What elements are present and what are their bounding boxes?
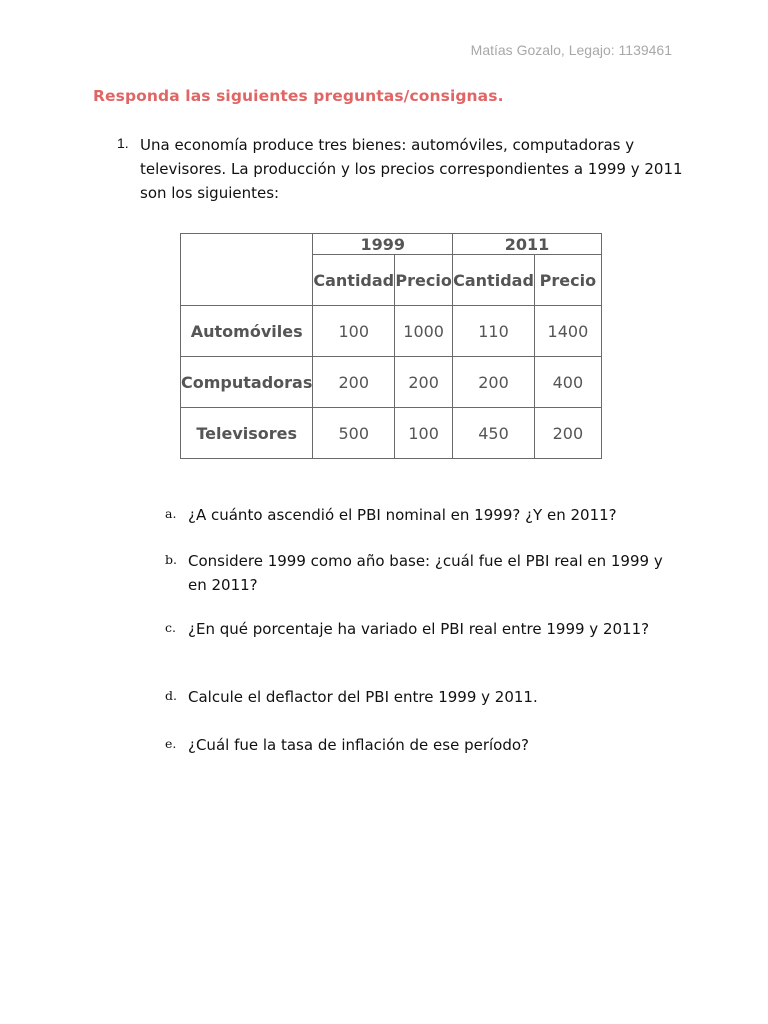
production-price-table	[180, 233, 602, 459]
subquestion-letter: a.	[165, 506, 177, 521]
row-label-computadoras: Computadoras	[181, 357, 313, 408]
subquestion-e	[165, 733, 665, 757]
row-label-televisores: Televisores	[181, 408, 313, 459]
table-row	[181, 306, 602, 357]
question-text: Una economía produce tres bienes: automóviles, computadoras y televisores. La producción y los precios correspondientes a 1999 y 2011 son los siguientes:	[140, 136, 683, 202]
subquestion-text: ¿Cuál fue la tasa de inflación de ese período?	[188, 736, 530, 754]
subquestion-c	[165, 617, 665, 641]
subquestion-a	[165, 503, 665, 527]
table-cell: 200	[453, 357, 535, 408]
column-header-cantidad-1999: Cantidad	[313, 255, 395, 306]
year-header-2011: 2011	[453, 234, 602, 255]
column-header-cantidad-2011: Cantidad	[453, 255, 535, 306]
table-corner-cell	[181, 234, 313, 255]
table-cell: 1000	[395, 306, 453, 357]
table-cell: 400	[534, 357, 601, 408]
table-row	[181, 357, 602, 408]
year-header-row	[181, 234, 602, 255]
table-corner-cell	[181, 255, 313, 306]
year-header-1999: 1999	[313, 234, 453, 255]
table-cell: 100	[313, 306, 395, 357]
table-cell: 1400	[534, 306, 601, 357]
column-header-precio-2011: Precio	[534, 255, 601, 306]
subquestion-text: ¿En qué porcentaje ha variado el PBI real entre 1999 y 2011?	[188, 620, 650, 638]
author-header: Matías Gozalo, Legajo: 1139461	[470, 42, 672, 58]
table-row	[181, 408, 602, 459]
question-1	[117, 133, 687, 205]
column-header-row	[181, 255, 602, 306]
subquestion-b	[165, 549, 665, 597]
subquestion-letter: e.	[165, 736, 177, 751]
subquestion-letter: c.	[165, 620, 176, 635]
table-cell: 500	[313, 408, 395, 459]
subquestion-letter: d.	[165, 688, 177, 703]
table-cell: 110	[453, 306, 535, 357]
question-number: 1.	[117, 135, 129, 151]
table-cell: 200	[395, 357, 453, 408]
subquestion-text: Considere 1999 como año base: ¿cuál fue el PBI real en 1999 y en 2011?	[188, 552, 663, 594]
table-cell: 200	[313, 357, 395, 408]
table-cell: 450	[453, 408, 535, 459]
instructions-heading: Responda las siguientes preguntas/consignas.	[93, 87, 504, 105]
subquestion-text: ¿A cuánto ascendió el PBI nominal en 1999? ¿Y en 2011?	[188, 506, 617, 524]
row-label-automoviles: Automóviles	[181, 306, 313, 357]
column-header-precio-1999: Precio	[395, 255, 453, 306]
table-cell: 200	[534, 408, 601, 459]
table-cell: 100	[395, 408, 453, 459]
subquestion-text: Calcule el deflactor del PBI entre 1999 y 2011.	[188, 688, 538, 706]
subquestion-letter: b.	[165, 552, 177, 567]
subquestion-d	[165, 685, 665, 709]
